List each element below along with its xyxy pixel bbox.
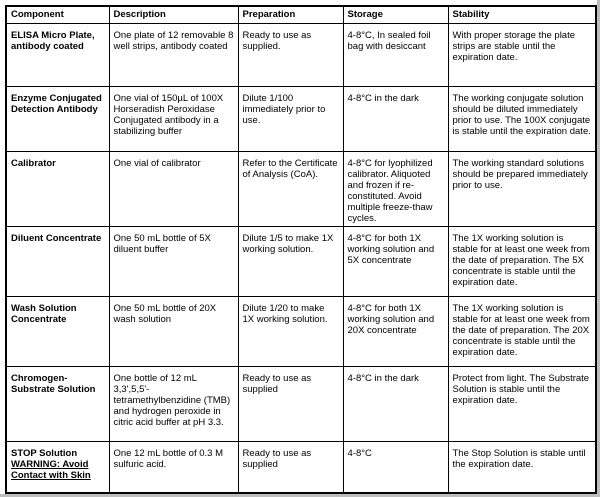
cell-preparation: Dilute 1/5 to make 1X working solution. xyxy=(238,226,343,296)
cell-stability: The working standard solutions should be prepared immediately prior to use. xyxy=(448,151,596,226)
cell-component xyxy=(6,441,109,493)
cell-preparation: Dilute 1/20 to make 1X working solution. xyxy=(238,296,343,366)
cell-component xyxy=(6,151,109,226)
header-description: Description xyxy=(109,6,238,23)
cell-description: One bottle of 12 mL 3,3',5,5'-tetramethylbenzidine (TMB) and hydrogen peroxide in citric acid buffer at pH 3.3. xyxy=(109,366,238,441)
kit-components-table xyxy=(5,5,597,494)
table-row xyxy=(6,23,596,86)
cell-component xyxy=(6,226,109,296)
header-component: Component xyxy=(6,6,109,23)
cell-storage: 4-8°C xyxy=(343,441,448,493)
component-name: Diluent Concentrate xyxy=(11,232,102,244)
cell-component xyxy=(6,23,109,86)
cell-component xyxy=(6,86,109,151)
cell-preparation: Refer to the Certificate of Analysis (CoA). xyxy=(238,151,343,226)
cell-storage: 4-8°C for both 1X working solution and 20X concentrate xyxy=(343,296,448,366)
header-preparation: Preparation xyxy=(238,6,343,23)
cell-stability: The Stop Solution is stable until the expiration date. xyxy=(448,441,596,493)
cell-description: One vial of calibrator xyxy=(109,151,238,226)
table-row xyxy=(6,441,596,493)
component-name: Chromogen-Substrate Solution xyxy=(11,372,96,395)
cell-preparation: Ready to use as supplied xyxy=(238,441,343,493)
cell-description: One 12 mL bottle of 0.3 M sulfuric acid. xyxy=(109,441,238,493)
cell-storage: 4-8°C for lyophilized calibrator. Aliquoted and frozen if re-constituted. Avoid multiple freeze-thaw cycles. xyxy=(343,151,448,226)
cell-storage: 4-8°C in the dark xyxy=(343,86,448,151)
table-row xyxy=(6,366,596,441)
cell-description: One 50 mL bottle of 20X wash solution xyxy=(109,296,238,366)
table-row xyxy=(6,296,596,366)
table-row xyxy=(6,226,596,296)
cell-component xyxy=(6,296,109,366)
header-stability: Stability xyxy=(448,6,596,23)
cell-storage: 4-8°C in the dark xyxy=(343,366,448,441)
component-name: ELISA Micro Plate, antibody coated xyxy=(11,29,95,52)
component-name: Calibrator xyxy=(11,157,56,169)
cell-stability: The working conjugate solution should be diluted immediately prior to use. The 100X conjugate is stable until the expiration date. xyxy=(448,86,596,151)
cell-preparation: Dilute 1/100 immediately prior to use. xyxy=(238,86,343,151)
cell-description: One vial of 150µL of 100X Horseradish Peroxidase Conjugated antibody in a stabilizing buffer xyxy=(109,86,238,151)
cell-description: One 50 mL bottle of 5X diluent buffer xyxy=(109,226,238,296)
component-name: Enzyme Conjugated Detection Antibody xyxy=(11,92,102,115)
table-header-row xyxy=(6,6,596,23)
cell-preparation: Ready to use as supplied. xyxy=(238,23,343,86)
component-name: Wash Solution Concentrate xyxy=(11,302,77,325)
cell-description: One plate of 12 removable 8 well strips, antibody coated xyxy=(109,23,238,86)
cell-component xyxy=(6,366,109,441)
cell-storage: 4-8°C, In sealed foil bag with desiccant xyxy=(343,23,448,86)
cell-preparation: Ready to use as supplied xyxy=(238,366,343,441)
table-row xyxy=(6,86,596,151)
table-row xyxy=(6,151,596,226)
cell-stability: With proper storage the plate strips are stable until the expiration date. xyxy=(448,23,596,86)
cell-stability: Protect from light. The Substrate Solution is stable until the expiration date. xyxy=(448,366,596,441)
cell-stability: The 1X working solution is stable for at least one week from the date of preparation. The 5X concentrate is stable until the expiration date. xyxy=(448,226,596,296)
component-warning: WARNING: Avoid Contact with Skin xyxy=(11,458,91,481)
cell-stability: The 1X working solution is stable for at least one week from the date of preparation. The 20X concentrate is stable until the expiration date. xyxy=(448,296,596,366)
cell-storage: 4-8°C for both 1X working solution and 5X concentrate xyxy=(343,226,448,296)
component-name: STOP Solution xyxy=(11,447,78,459)
header-storage: Storage xyxy=(343,6,448,23)
